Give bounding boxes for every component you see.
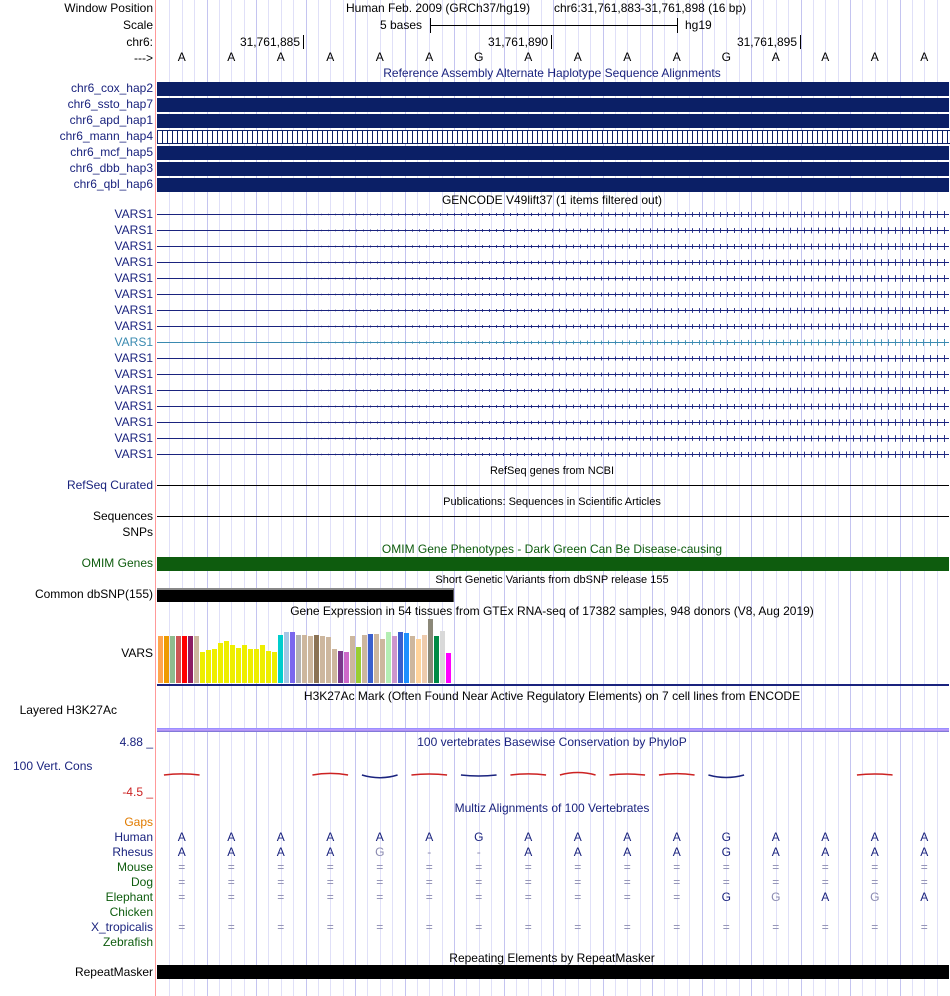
gtex-tissue-bar[interactable] [290, 632, 295, 683]
gtex-tissue-bar[interactable] [320, 636, 325, 683]
multiz-species-label[interactable]: Rhesus [112, 845, 153, 859]
label-column-divider [155, 0, 156, 996]
alt-haplotypes-title: Reference Assembly Alternate Haplotype Sequence Alignments [383, 66, 721, 80]
multiz-aligned-base: A [821, 845, 830, 859]
reference-base: A [870, 50, 879, 64]
dbsnp-label[interactable]: Common dbSNP(155) [34, 587, 153, 601]
multiz-aligned-base: = [277, 890, 285, 904]
scale-bar-text: 5 bases [380, 18, 423, 32]
multiz-aligned-base: A [177, 845, 186, 859]
h3k27ac-signal[interactable] [157, 728, 949, 732]
multiz-aligned-base: A [276, 830, 285, 844]
reference-base: A [672, 50, 681, 64]
gencode-transcript-label[interactable]: VARS1 [114, 383, 153, 397]
multiz-aligned-base: A [573, 845, 582, 859]
multiz-aligned-base: = [178, 890, 186, 904]
multiz-aligned-base: = [376, 890, 384, 904]
multiz-aligned-base: - [476, 845, 481, 859]
alt-haplotype-label[interactable]: chr6_mann_hap4 [59, 129, 153, 143]
coord-tick-label: 31,761,885 [239, 35, 300, 49]
multiz-aligned-base: G [474, 830, 484, 844]
gtex-tissue-bar[interactable] [212, 649, 217, 683]
gtex-tissue-bar[interactable] [278, 635, 283, 683]
multiz-aligned-base: A [227, 845, 236, 859]
multiz-species-label[interactable]: Dog [130, 875, 153, 889]
omim-feature[interactable] [157, 557, 949, 571]
reference-base: G [474, 50, 484, 64]
gtex-baseline [157, 684, 949, 686]
gtex-tissue-bar[interactable] [218, 643, 223, 683]
gencode-transcript-label[interactable]: VARS1 [114, 223, 153, 237]
gtex-tissue-bar[interactable] [410, 636, 415, 683]
gtex-tissue-bar[interactable] [314, 635, 319, 683]
reference-base: A [821, 50, 830, 64]
gtex-tissue-bar[interactable] [416, 639, 421, 683]
dbsnp-feature[interactable] [157, 588, 454, 602]
multiz-aligned-base: A [524, 830, 533, 844]
multiz-aligned-base: = [722, 920, 730, 934]
gtex-tissue-bar[interactable] [188, 636, 193, 683]
multiz-aligned-base: A [771, 830, 780, 844]
repeatmasker-title: Repeating Elements by RepeatMasker [449, 951, 655, 965]
coord-tick-label: 31,761,895 [736, 35, 797, 49]
alt-haplotype-label[interactable]: chr6_apd_hap1 [69, 113, 153, 127]
gtex-tissue-bar[interactable] [266, 651, 271, 683]
coord-tick-label: 31,761,890 [487, 35, 548, 49]
multiz-species-label[interactable]: Elephant [105, 890, 153, 904]
snps-label[interactable]: SNPs [122, 525, 153, 539]
phylop-score-mark [461, 775, 497, 776]
coord-tick [551, 35, 552, 49]
gtex-tissue-bar[interactable] [386, 632, 391, 683]
multiz-aligned-base: = [623, 920, 631, 934]
multiz-aligned-base: = [673, 860, 681, 874]
phylop-score-mark [510, 774, 546, 775]
multiz-aligned-base: = [821, 860, 829, 874]
phylop-label[interactable]: 100 Vert. Cons [13, 759, 93, 773]
multiz-aligned-base: = [623, 890, 631, 904]
multiz-aligned-base: A [821, 830, 830, 844]
multiz-aligned-base: A [326, 845, 335, 859]
omim-title: OMIM Gene Phenotypes - Dark Green Can Be Disease-causing [381, 542, 723, 556]
repeatmasker-feature[interactable] [157, 965, 949, 979]
gtex-tissue-bar[interactable] [236, 648, 241, 683]
coord-tick [800, 35, 801, 49]
multiz-aligned-base: = [227, 920, 235, 934]
reference-base: A [177, 50, 186, 64]
multiz-aligned-base: A [920, 845, 929, 859]
gtex-tissue-bar[interactable] [158, 636, 163, 683]
multiz-aligned-base: = [425, 860, 433, 874]
reference-base: A [920, 50, 929, 64]
gtex-tissue-bar[interactable] [254, 649, 259, 683]
gtex-tissue-bar[interactable] [398, 632, 403, 683]
multiz-aligned-base: = [178, 860, 186, 874]
multiz-aligned-base: = [722, 875, 730, 889]
reference-base: A [375, 50, 384, 64]
multiz-species-label[interactable]: Human [114, 830, 153, 844]
gencode-transcript-label[interactable]: VARS1 [114, 255, 153, 269]
gencode-transcript-label[interactable]: VARS1 [114, 239, 153, 253]
dbsnp-title: Short Genetic Variants from dbSNP release 155 [435, 574, 669, 586]
multiz-aligned-base: = [673, 920, 681, 934]
omim-label[interactable]: OMIM Genes [81, 556, 153, 570]
multiz-aligned-base: = [475, 890, 483, 904]
gtex-tissue-bar[interactable] [248, 649, 253, 683]
multiz-species-label[interactable]: Mouse [116, 860, 153, 874]
multiz-aligned-base: A [672, 845, 681, 859]
scale-label: Scale [122, 18, 153, 32]
multiz-aligned-base: = [425, 875, 433, 889]
multiz-aligned-base: G [721, 830, 731, 844]
multiz-aligned-base: = [425, 890, 433, 904]
multiz-aligned-base: A [177, 830, 186, 844]
chrom-label: chr6: [126, 35, 153, 49]
phylop-score-mark [362, 775, 398, 778]
multiz-species-label[interactable]: Zebrafish [102, 935, 153, 949]
multiz-aligned-base: = [722, 860, 730, 874]
gtex-tissue-bar[interactable] [176, 636, 181, 683]
gtex-tissue-bar[interactable] [182, 636, 187, 683]
publications-title: Publications: Sequences in Scientific Articles [443, 496, 661, 508]
alt-haplotype-feature[interactable] [157, 82, 949, 96]
gtex-title: Gene Expression in 54 tissues from GTEx RNA-seq of 17382 samples, 948 donors (V8, Aug 2019) [290, 604, 814, 618]
phylop-score-mark [164, 774, 200, 775]
multiz-aligned-base: = [524, 920, 532, 934]
scale-bar-right-tick [677, 18, 678, 33]
refseq-label[interactable]: RefSeq Curated [66, 478, 153, 492]
refseq-title: RefSeq genes from NCBI [489, 465, 615, 477]
gtex-tissue-bar[interactable] [362, 635, 367, 683]
alt-haplotype-feature[interactable] [157, 146, 949, 160]
multiz-aligned-base: - [427, 845, 432, 859]
phylop-min-label: -4.5 _ [122, 785, 153, 799]
gencode-transcript-label[interactable]: VARS1 [114, 207, 153, 221]
multiz-aligned-base: = [772, 875, 780, 889]
multiz-aligned-base: = [475, 920, 483, 934]
reference-base: A [326, 50, 335, 64]
gtex-tissue-bar[interactable] [404, 633, 409, 683]
gtex-tissue-bar[interactable] [206, 650, 211, 683]
gencode-transcript-label[interactable]: VARS1 [114, 399, 153, 413]
multiz-aligned-base: = [326, 920, 334, 934]
h3k27ac-title: H3K27Ac Mark (Often Found Near Active Regulatory Elements) on 7 cell lines from ENCODE [303, 689, 801, 703]
multiz-aligned-base: G [721, 890, 731, 904]
gaps-label: Gaps [124, 815, 153, 829]
multiz-aligned-base: = [277, 860, 285, 874]
repeatmasker-label[interactable]: RepeatMasker [74, 965, 153, 979]
multiz-aligned-base: = [871, 920, 879, 934]
multiz-aligned-base: = [227, 860, 235, 874]
multiz-aligned-base: = [920, 920, 928, 934]
gencode-transcript-label[interactable]: VARS1 [114, 287, 153, 301]
multiz-aligned-base: = [178, 920, 186, 934]
multiz-aligned-base: = [623, 860, 631, 874]
gtex-tissue-bar[interactable] [194, 636, 199, 683]
reference-base: A [623, 50, 632, 64]
multiz-aligned-base: = [920, 875, 928, 889]
multiz-aligned-base: = [574, 875, 582, 889]
multiz-aligned-base: = [227, 875, 235, 889]
gtex-tissue-bar[interactable] [308, 636, 313, 683]
alt-haplotype-label[interactable]: chr6_ssto_hap7 [67, 97, 153, 111]
multiz-aligned-base: = [376, 875, 384, 889]
multiz-aligned-base: A [920, 830, 929, 844]
multiz-title: Multiz Alignments of 100 Vertebrates [454, 801, 650, 815]
alt-haplotype-label[interactable]: chr6_mcf_hap5 [70, 145, 153, 159]
gtex-tissue-bar[interactable] [368, 634, 373, 683]
multiz-aligned-base: A [276, 845, 285, 859]
multiz-aligned-base: = [326, 890, 334, 904]
multiz-aligned-base: = [425, 920, 433, 934]
alt-haplotype-label[interactable]: chr6_cox_hap2 [70, 81, 153, 95]
gtex-tissue-bar[interactable] [164, 636, 169, 683]
gtex-tissue-bar[interactable] [434, 636, 439, 683]
multiz-aligned-base: = [277, 920, 285, 934]
multiz-aligned-base: = [524, 860, 532, 874]
multiz-aligned-base: G [870, 890, 880, 904]
multiz-aligned-base: A [326, 830, 335, 844]
phylop-score-mark [609, 774, 645, 775]
gtex-tissue-bar[interactable] [380, 639, 385, 683]
multiz-aligned-base: = [772, 860, 780, 874]
alt-haplotype-feature[interactable] [157, 114, 949, 128]
gencode-transcript-label[interactable]: VARS1 [114, 319, 153, 333]
multiz-aligned-base: = [574, 920, 582, 934]
alt-haplotype-feature[interactable] [157, 178, 949, 192]
gencode-transcript-label[interactable]: VARS1 [114, 431, 153, 445]
window-position-label: Window Position [64, 1, 153, 15]
multiz-aligned-base: = [574, 860, 582, 874]
gtex-tissue-bar[interactable] [326, 637, 331, 683]
multiz-aligned-base: A [771, 845, 780, 859]
gtex-tissue-bar[interactable] [428, 619, 433, 683]
reference-base: A [524, 50, 533, 64]
gencode-title: GENCODE V49lift37 (1 items filtered out) [441, 193, 663, 207]
multiz-aligned-base: G [375, 845, 385, 859]
multiz-aligned-base: = [673, 890, 681, 904]
multiz-aligned-base: = [326, 860, 334, 874]
position-readout: chr6:31,761,883-31,761,898 (16 bp) [554, 1, 747, 15]
phylop-score-mark [560, 773, 596, 775]
multiz-aligned-base: = [475, 875, 483, 889]
gencode-transcript-label[interactable]: VARS1 [114, 303, 153, 317]
scale-bar [430, 25, 678, 26]
multiz-aligned-base: A [623, 845, 632, 859]
gtex-tissue-bar[interactable] [350, 636, 355, 683]
gencode-transcript-label[interactable]: VARS1 [114, 271, 153, 285]
gencode-transcript-label[interactable]: VARS1 [114, 415, 153, 429]
multiz-aligned-base: A [524, 845, 533, 859]
gtex-tissue-bar[interactable] [242, 645, 247, 683]
gencode-transcript-label[interactable]: VARS1 [114, 351, 153, 365]
multiz-aligned-base: A [870, 845, 879, 859]
multiz-aligned-base: A [821, 890, 830, 904]
multiz-aligned-base: = [376, 920, 384, 934]
gtex-tissue-bar[interactable] [284, 632, 289, 683]
multiz-aligned-base: = [920, 860, 928, 874]
gencode-transcript-label[interactable]: VARS1 [114, 335, 153, 349]
phylop-max-label: 4.88 _ [119, 735, 153, 749]
multiz-aligned-base: = [623, 875, 631, 889]
coord-tick [303, 35, 304, 49]
refseq-track-line[interactable] [157, 485, 949, 486]
gtex-tissue-bar[interactable] [302, 635, 307, 683]
gtex-tissue-bar[interactable] [392, 636, 397, 683]
multiz-aligned-base: G [721, 845, 731, 859]
phylop-score-mark [411, 774, 447, 775]
multiz-aligned-base: A [573, 830, 582, 844]
multiz-aligned-base: A [920, 890, 929, 904]
gtex-tissue-bar[interactable] [296, 635, 301, 683]
multiz-aligned-base: = [475, 860, 483, 874]
gtex-tissue-bar[interactable] [170, 636, 175, 683]
multiz-aligned-base: = [326, 875, 334, 889]
multiz-aligned-base: A [227, 830, 236, 844]
multiz-aligned-base: G [771, 890, 781, 904]
alt-haplotype-feature[interactable] [157, 130, 950, 144]
reference-base: A [425, 50, 434, 64]
reference-base: A [276, 50, 285, 64]
h3k27ac-label[interactable]: Layered H3K27Ac [19, 703, 117, 717]
alt-haplotype-feature[interactable] [157, 162, 949, 176]
multiz-aligned-base: A [425, 830, 434, 844]
gtex-tissue-bar[interactable] [422, 635, 427, 683]
gencode-transcript-label[interactable]: VARS1 [114, 367, 153, 381]
phylop-score-mark [659, 774, 695, 775]
sequences-track-line[interactable] [157, 516, 949, 517]
multiz-aligned-base: A [623, 830, 632, 844]
multiz-aligned-base: A [375, 830, 384, 844]
gtex-tissue-bar[interactable] [272, 652, 277, 683]
gencode-transcript-label[interactable]: VARS1 [114, 447, 153, 461]
alt-haplotype-label[interactable]: chr6_dbb_hap3 [69, 161, 153, 175]
gtex-tissue-bar[interactable] [200, 652, 205, 683]
gtex-tissue-bar[interactable] [344, 652, 349, 683]
gtex-tissue-bar[interactable] [338, 651, 343, 683]
sequences-label[interactable]: Sequences [92, 509, 153, 523]
gtex-tissue-bar[interactable] [260, 645, 265, 683]
multiz-aligned-base: = [821, 920, 829, 934]
multiz-aligned-base: = [178, 875, 186, 889]
multiz-aligned-base: A [870, 830, 879, 844]
multiz-aligned-base: = [227, 890, 235, 904]
db-label: hg19 [685, 18, 712, 32]
gtex-tissue-bar[interactable] [224, 641, 229, 683]
gtex-tissue-bar[interactable] [374, 634, 379, 683]
gtex-tissue-bar[interactable] [440, 631, 445, 683]
multiz-species-label[interactable]: X_tropicalis [90, 920, 153, 934]
gtex-tissue-bar[interactable] [446, 653, 451, 683]
phylop-score-mark [312, 773, 348, 775]
gtex-tissue-bar[interactable] [356, 647, 361, 683]
phylop-plot[interactable] [0, 758, 950, 798]
multiz-aligned-base: = [821, 875, 829, 889]
strand-label: ---> [134, 51, 153, 65]
multiz-aligned-base: = [574, 890, 582, 904]
multiz-aligned-base: A [672, 830, 681, 844]
gtex-tissue-bar[interactable] [230, 645, 235, 683]
multiz-aligned-base: = [772, 920, 780, 934]
multiz-aligned-base: = [376, 860, 384, 874]
assembly-name: Human Feb. 2009 (GRCh37/hg19) [346, 1, 531, 15]
multiz-aligned-base: = [524, 875, 532, 889]
multiz-aligned-base: = [871, 860, 879, 874]
reference-base: A [771, 50, 780, 64]
multiz-aligned-base: = [277, 875, 285, 889]
scale-bar-left-tick [430, 18, 431, 33]
multiz-species-label[interactable]: Chicken [109, 905, 153, 919]
reference-base: A [573, 50, 582, 64]
gtex-tissue-bar[interactable] [332, 649, 337, 683]
multiz-aligned-base: = [673, 875, 681, 889]
multiz-aligned-base: = [524, 890, 532, 904]
multiz-aligned-base: = [871, 875, 879, 889]
reference-base: G [721, 50, 731, 64]
gtex-label[interactable]: VARS [121, 646, 153, 660]
phylop-title: 100 vertebrates Basewise Conservation by PhyloP [417, 735, 687, 749]
phylop-score-mark [857, 774, 893, 775]
phylop-score-mark [708, 775, 744, 777]
alt-haplotype-feature[interactable] [157, 98, 949, 112]
alt-haplotype-label[interactable]: chr6_qbl_hap6 [73, 177, 153, 191]
reference-base: A [227, 50, 236, 64]
